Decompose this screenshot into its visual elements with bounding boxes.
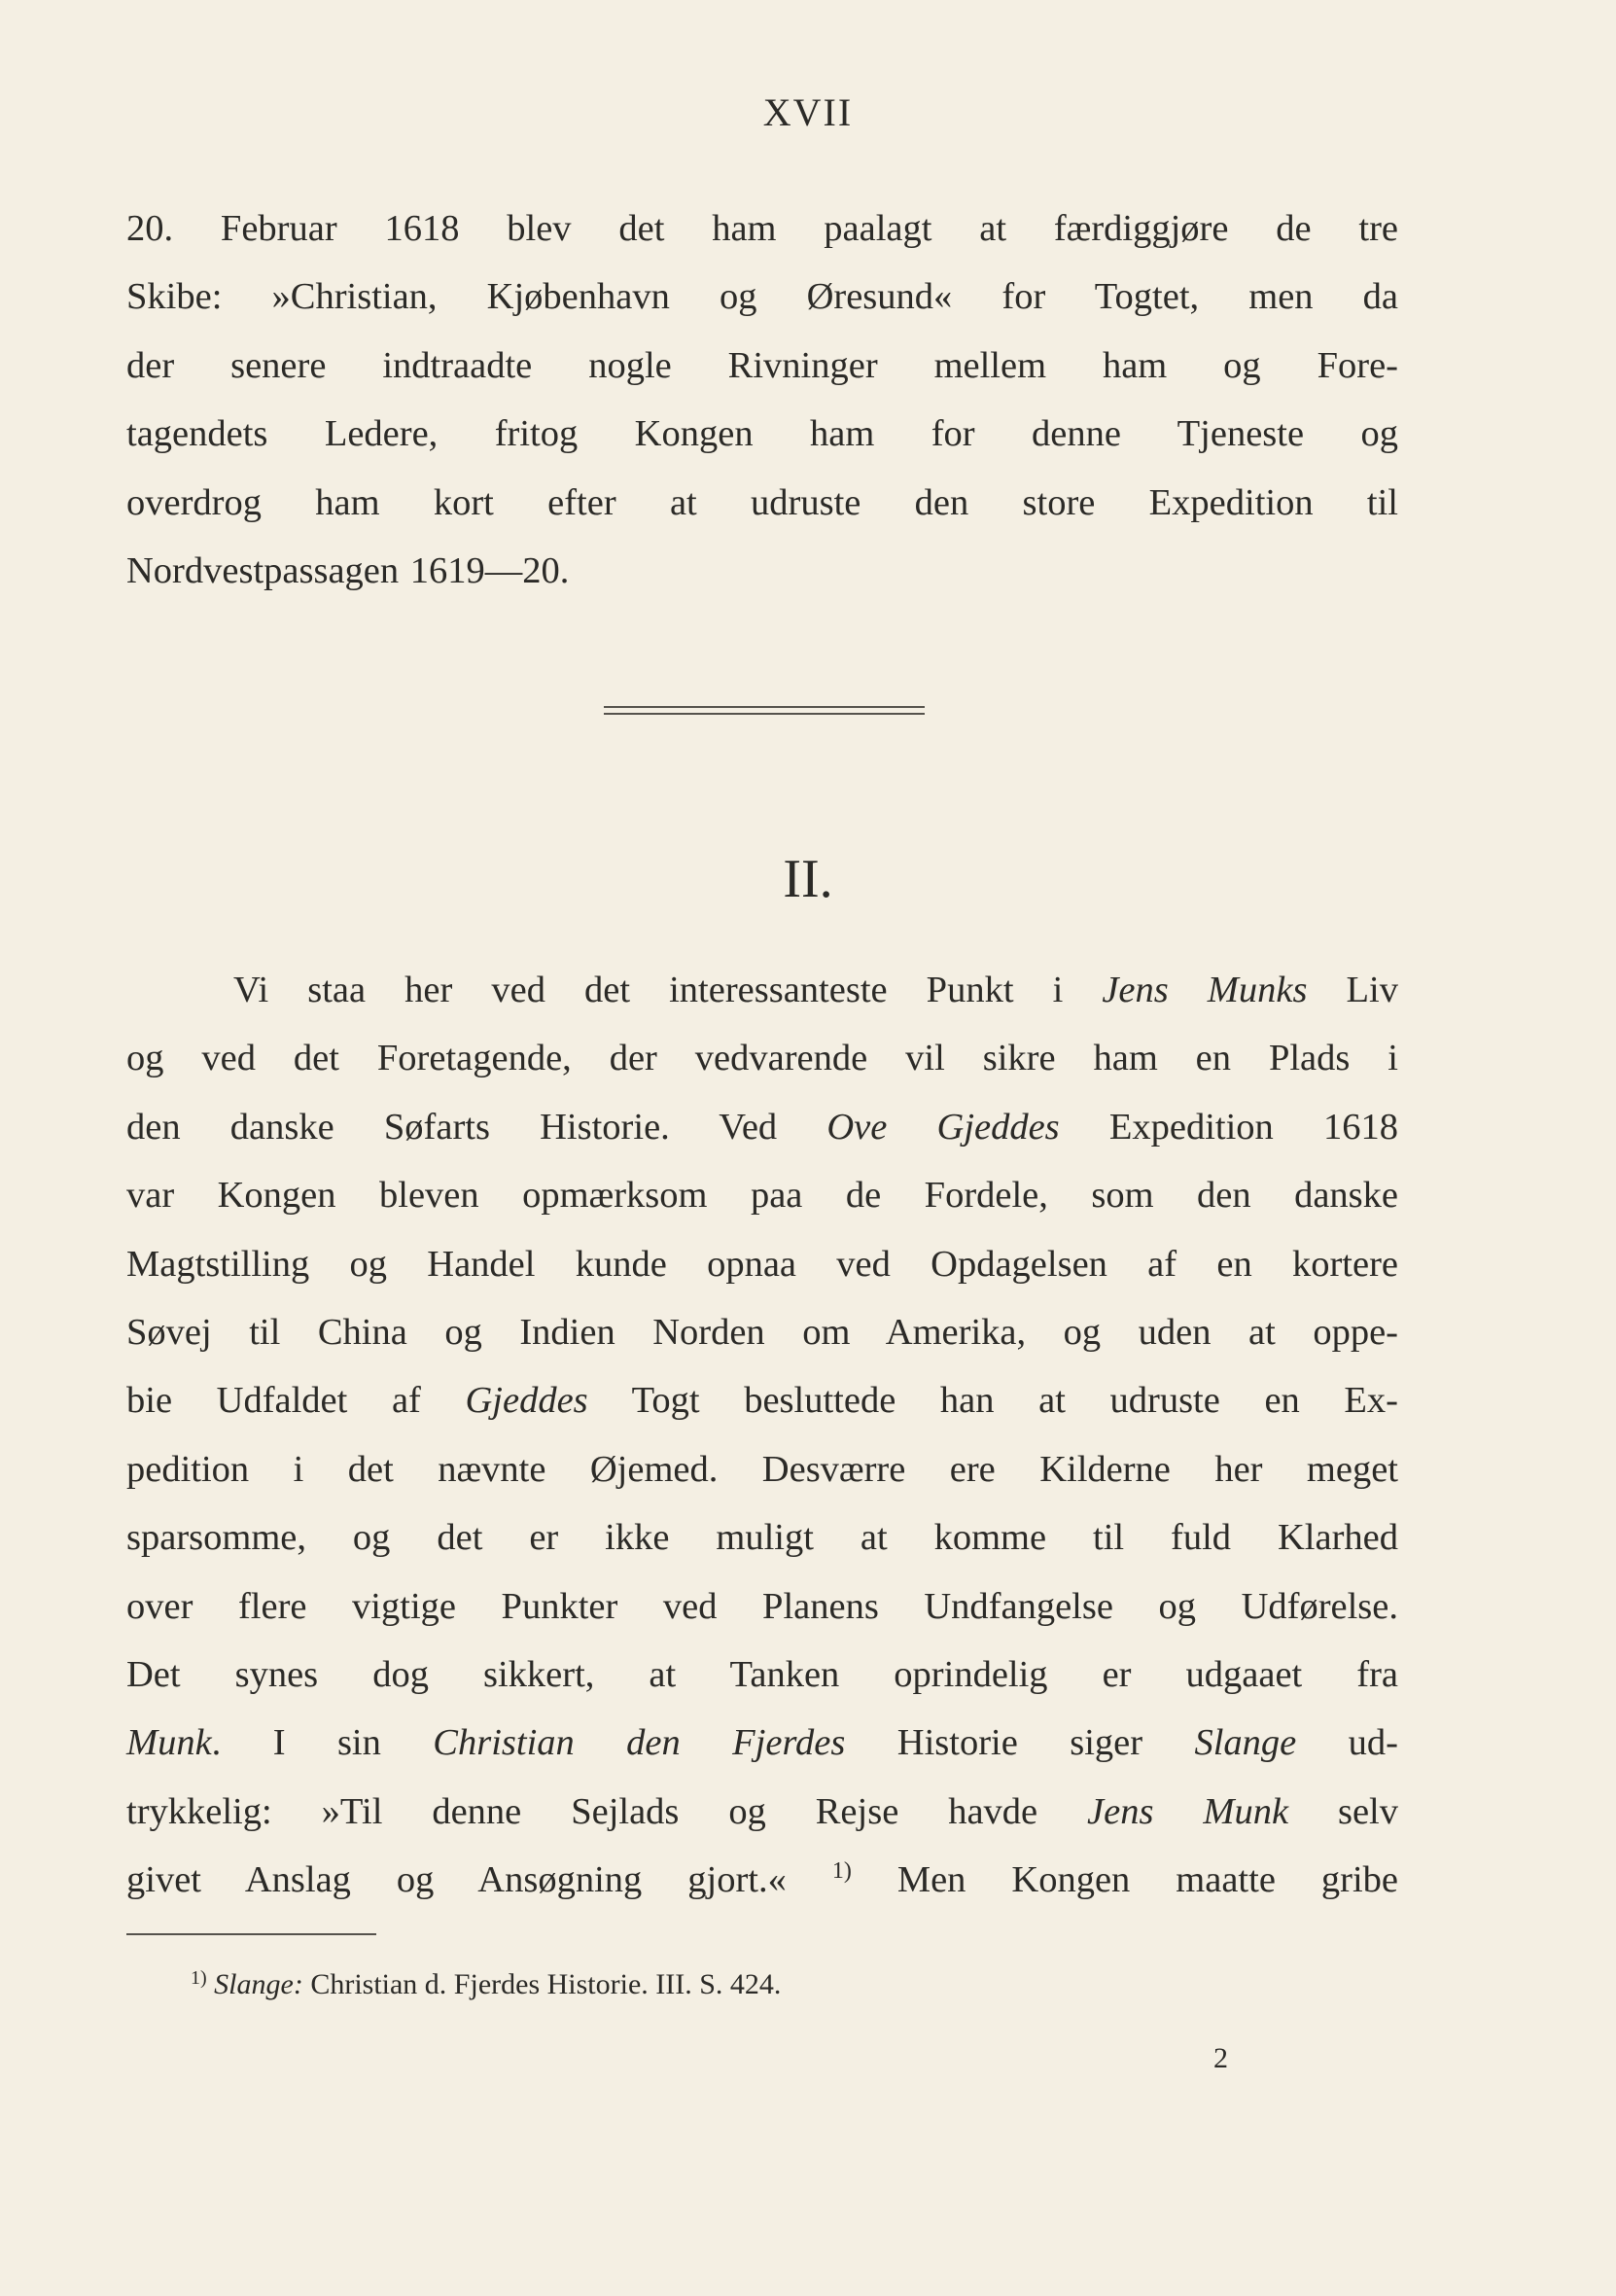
- footnote-text: Christian d. Fjerdes Historie. III. S. 424.: [302, 1968, 782, 2000]
- line-text: . I sin: [211, 1722, 434, 1764]
- line-text: Historie siger: [845, 1722, 1195, 1764]
- person-name: Jens Munks: [1102, 970, 1308, 1010]
- section-heading: II.: [783, 849, 833, 909]
- person-name: Jens Munk: [1087, 1790, 1289, 1832]
- footnote-marker: 1): [191, 1967, 207, 1989]
- line-text: Expedition 1618: [1059, 1106, 1398, 1148]
- page-numeral: XVII: [762, 90, 854, 134]
- footnote: [191, 1968, 781, 2001]
- intro-line: der senere indtraadte nogle Rivninger mellem ham og Fore-: [126, 344, 1398, 386]
- footnote-author: Slange:: [214, 1968, 303, 2000]
- line-text: Liv: [1307, 970, 1398, 1010]
- line-text: Togt besluttede han at udruste en Ex-: [587, 1380, 1398, 1422]
- paragraph-line: var Kongen bleven opmærksom paa de Fordele, som den danske: [126, 1175, 1398, 1217]
- book-title: Christian den Fjerdes: [433, 1722, 846, 1764]
- person-name: Gjeddes: [465, 1380, 588, 1422]
- paragraph-line: [126, 1778, 1398, 1846]
- section-divider: [604, 706, 925, 716]
- line-text: selv: [1288, 1790, 1398, 1832]
- line-text: ud-: [1296, 1722, 1398, 1764]
- person-name: Ove Gjeddes: [826, 1106, 1060, 1148]
- person-name: Slange: [1194, 1722, 1297, 1764]
- line-text: trykkelig: »Til denne Sejlads og Rejse havde: [126, 1790, 1088, 1832]
- paragraph-line: sparsomme, og det er ikke muligt at komme til fuld Klarhed: [126, 1517, 1398, 1559]
- line-text: den danske Søfarts Historie. Ved: [126, 1106, 827, 1148]
- line-text: Vi staa her ved det interessanteste Punkt i: [233, 970, 1103, 1010]
- paragraph-line: over flere vigtige Punkter ved Planens Undfangelse og Udførelse.: [126, 1585, 1398, 1627]
- signature-mark: 2: [1213, 2042, 1228, 2074]
- intro-line: Skibe: »Christian, Kjøbenhavn og Øresund« for Togtet, men da: [126, 276, 1398, 318]
- line-text: givet Anslag og Ansøgning gjort.«: [126, 1859, 832, 1901]
- intro-line: overdrog ham kort efter at udruste den store Expedition til: [126, 481, 1398, 523]
- person-name: Munk: [126, 1722, 212, 1764]
- footnote-separator: [126, 1933, 376, 1935]
- line-text: bie Udfaldet af: [126, 1380, 466, 1422]
- paragraph-line: Magtstilling og Handel kunde opnaa ved Opdagelsen af en kortere: [126, 1243, 1398, 1285]
- footnote-reference[interactable]: 1): [831, 1858, 852, 1885]
- paragraph-line: [126, 1366, 1398, 1434]
- divider-line-top: [604, 706, 925, 708]
- paragraph-line: Det synes dog sikkert, at Tanken oprindelig er udgaaet fra: [126, 1653, 1398, 1695]
- paragraph-line: [126, 1093, 1398, 1161]
- paragraph-line: [126, 1709, 1398, 1777]
- main-paragraph: [126, 956, 1398, 1914]
- intro-paragraph: [126, 194, 1398, 605]
- paragraph-line: Søvej til China og Indien Norden om Amerika, og uden at oppe-: [126, 1311, 1398, 1353]
- intro-line: tagendets Ledere, fritog Kongen ham for denne Tjeneste og: [126, 413, 1398, 455]
- divider-line-bottom: [604, 713, 925, 715]
- paragraph-line: og ved det Foretagende, der vedvarende vil sikre ham en Plads i: [126, 1038, 1398, 1079]
- line-text: Men Kongen maatte gribe: [851, 1859, 1399, 1901]
- paragraph-line: pedition i det nævnte Øjemed. Desværre ere Kilderne her meget: [126, 1448, 1398, 1490]
- intro-line: 20. Februar 1618 blev det ham paalagt at færdiggjøre de tre: [126, 208, 1398, 249]
- paragraph-line: [126, 1846, 1398, 1914]
- paragraph-line: [126, 956, 1398, 1024]
- intro-line: Nordvestpassagen 1619—20.: [126, 549, 570, 591]
